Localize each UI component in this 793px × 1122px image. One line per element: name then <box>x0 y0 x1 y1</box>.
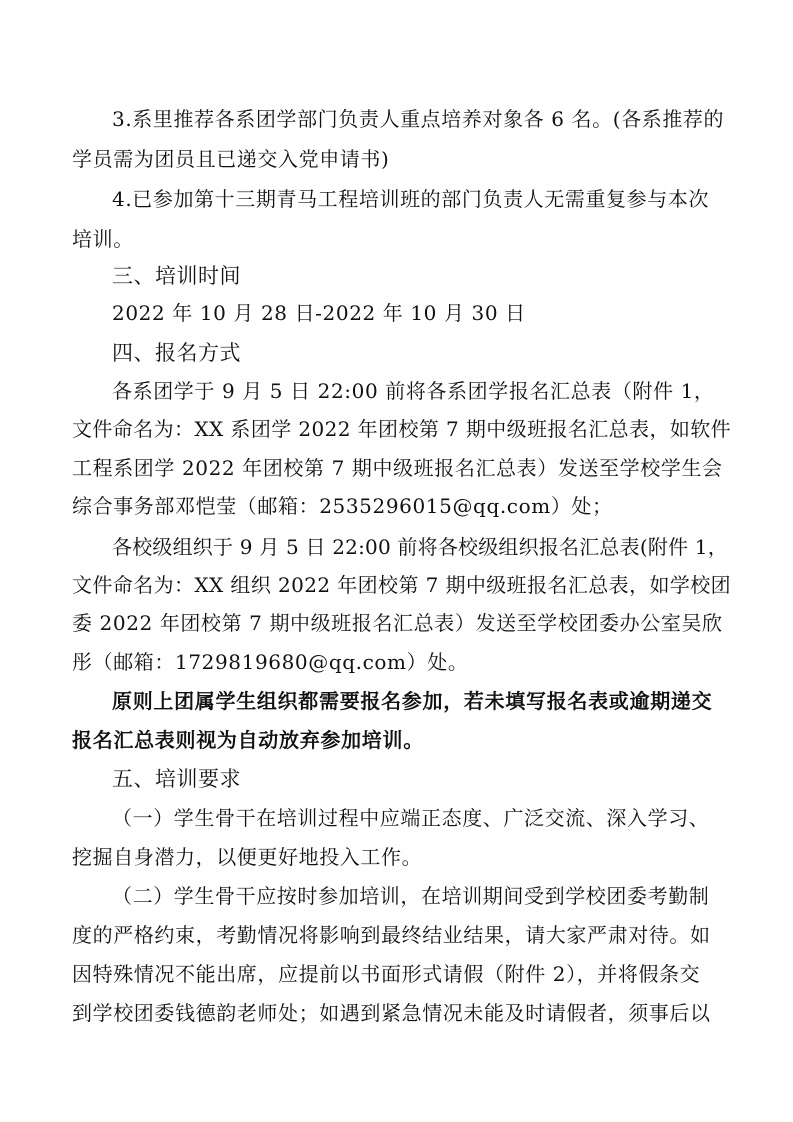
section-heading: 三、培训时间 <box>112 264 241 288</box>
paragraph-line: 各系团学于 9 月 5 日 22:00 前将各系团学报名汇总表（附件 1， <box>112 379 715 403</box>
paragraph-line: 培训。 <box>72 227 134 251</box>
paragraph-line: 各校级组织于 9 月 5 日 22:00 前将各校级组织报名汇总表(附件 1， <box>112 535 728 559</box>
bold-notice-line: 报名汇总表则视为自动放弃参加培训。 <box>72 728 424 752</box>
paragraph-line: （二）学生骨干应按时参加培训，在培训期间受到学校团委考勤制 <box>112 884 710 908</box>
paragraph-line: 文件命名为：XX 组织 2022 年团校第 7 期中级班报名汇总表，如学校团 <box>72 573 732 597</box>
paragraph-line: 度的严格约束，考勤情况将影响到最终结业结果，请大家严肃对待。如 <box>72 923 711 947</box>
paragraph-line: 彤（邮箱：1729819680@qq.com）处。 <box>72 650 469 674</box>
section-heading: 五、培训要求 <box>112 767 241 791</box>
paragraph-line: 挖掘自身潜力，以便更好地投入工作。 <box>72 845 423 869</box>
paragraph-line: 到学校团委钱德韵老师处；如遇到紧急情况未能及时请假者，须事后以 <box>72 1001 711 1025</box>
paragraph-line: 综合事务部邓恺莹（邮箱：2535296015@qq.com）处； <box>72 494 613 518</box>
section-heading: 四、报名方式 <box>112 341 241 365</box>
paragraph-line: （一）学生骨干在培训过程中应端正态度、广泛交流、深入学习、 <box>112 806 710 830</box>
paragraph-line: 委 2022 年团校第 7 期中级班报名汇总表）发送至学校团委办公室吴欣 <box>72 611 723 635</box>
paragraph-line: 4.已参加第十三期青马工程培训班的部门负责人无需重复参与本次 <box>112 187 710 211</box>
paragraph-line: 3.系里推荐各系团学部门负责人重点培养对象各 6 名。(各系推荐的 <box>112 107 725 131</box>
bold-notice-line: 原则上团属学生组织都需要报名参加，若未填写报名表或逾期递交 <box>112 689 713 713</box>
paragraph-line: 学员需为团员且已递交入党申请书) <box>72 147 390 171</box>
paragraph-line: 因特殊情况不能出席，应提前以书面形式请假（附件 2），并将假条交 <box>72 962 701 986</box>
paragraph-line: 文件命名为：XX 系团学 2022 年团校第 7 期中级班报名汇总表，如软件 <box>72 417 732 441</box>
paragraph-line: 2022 年 10 月 28 日-2022 年 10 月 30 日 <box>112 301 526 325</box>
paragraph-line: 工程系团学 2022 年团校第 7 期中级班报名汇总表）发送至学校学生会 <box>72 456 723 480</box>
